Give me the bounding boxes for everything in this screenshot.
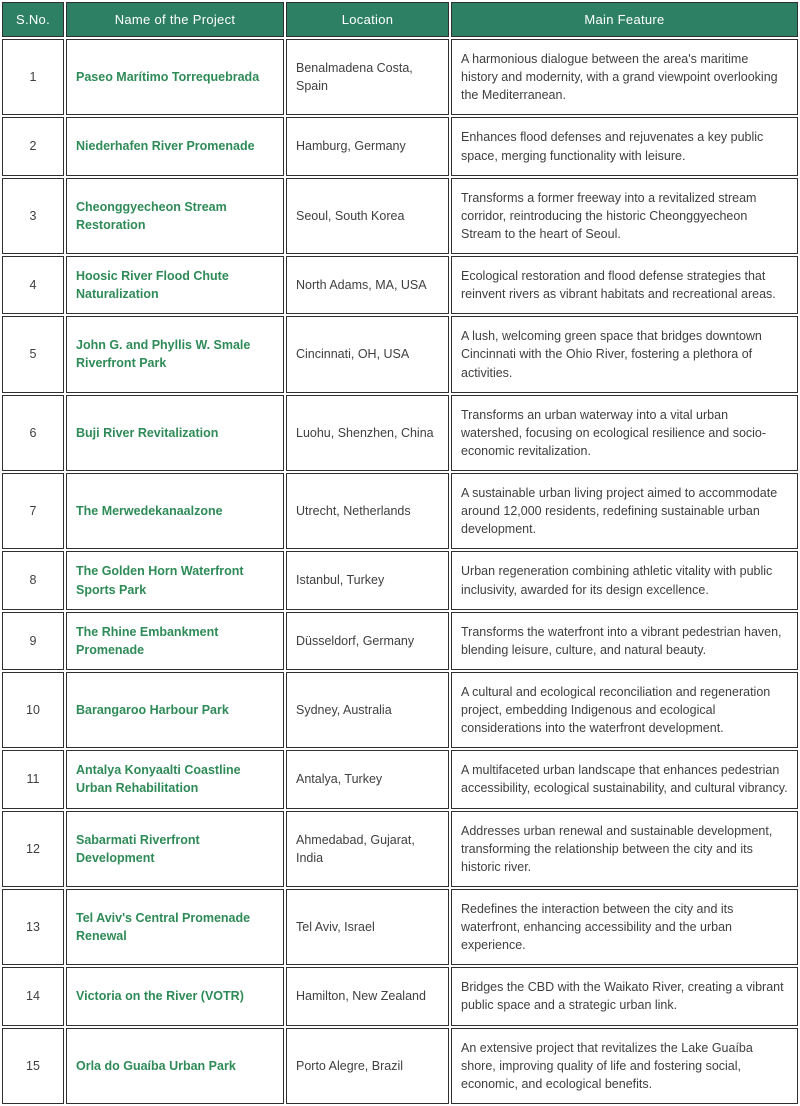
header-main-feature: Main Feature — [451, 2, 798, 37]
project-name-link[interactable]: John G. and Phyllis W. Smale Riverfront Park — [76, 338, 251, 371]
table-row — [2, 750, 798, 808]
main-feature-cell: A sustainable urban living project aimed to accommodate around 12,000 residents, redefining sustainable urban development. — [451, 473, 798, 549]
project-name-link[interactable]: Victoria on the River (VOTR) — [76, 989, 244, 1004]
project-name-cell — [66, 178, 284, 254]
row-number: 3 — [2, 178, 64, 254]
row-number: 5 — [2, 316, 64, 392]
table-row — [2, 811, 798, 887]
main-feature-cell: A harmonious dialogue between the area's maritime history and modernity, with a grand viewpoint overlooking the Mediterranean. — [451, 39, 798, 115]
row-number: 10 — [2, 672, 64, 748]
main-feature-cell: Addresses urban renewal and sustainable development, transforming the relationship between the city and its historic river. — [451, 811, 798, 887]
row-number: 2 — [2, 117, 64, 175]
header-project-name: Name of the Project — [66, 2, 284, 37]
main-feature-cell: A lush, welcoming green space that bridges downtown Cincinnati with the Ohio River, fostering a plethora of activities. — [451, 316, 798, 392]
project-name-cell — [66, 551, 284, 609]
main-feature-cell: A multifaceted urban landscape that enhances pedestrian accessibility, ecological sustainability, and cultural vibrancy. — [451, 750, 798, 808]
row-number: 6 — [2, 395, 64, 471]
header-sno: S.No. — [2, 2, 64, 37]
project-name-link[interactable]: Antalya Konyaalti Coastline Urban Rehabilitation — [76, 763, 241, 796]
row-number: 13 — [2, 889, 64, 965]
project-name-link[interactable]: Cheonggyecheon Stream Restoration — [76, 199, 227, 232]
row-number: 11 — [2, 750, 64, 808]
location-cell: Düsseldorf, Germany — [286, 612, 449, 670]
location-cell: Istanbul, Turkey — [286, 551, 449, 609]
project-name-link[interactable]: Barangaroo Harbour Park — [76, 703, 229, 717]
table-body — [2, 39, 798, 1104]
table-row — [2, 316, 798, 392]
project-name-cell — [66, 750, 284, 808]
main-feature-cell: An extensive project that revitalizes the Lake Guaíba shore, improving quality of life and fostering social, economic, and ecological benefits. — [451, 1028, 798, 1104]
table-row — [2, 551, 798, 609]
location-cell: Hamilton, New Zealand — [286, 967, 449, 1025]
table-row — [2, 39, 798, 115]
main-feature-cell: Enhances flood defenses and rejuvenates a key public space, merging functionality with leisure. — [451, 117, 798, 175]
project-name-cell — [66, 967, 284, 1025]
row-number: 7 — [2, 473, 64, 549]
table-row — [2, 612, 798, 670]
row-number: 9 — [2, 612, 64, 670]
table-row — [2, 967, 798, 1025]
project-name-link[interactable]: The Rhine Embankment Promenade — [76, 624, 219, 657]
main-feature-cell: Urban regeneration combining athletic vitality with public inclusivity, awarded for its design excellence. — [451, 551, 798, 609]
location-cell: Seoul, South Korea — [286, 178, 449, 254]
main-feature-cell: A cultural and ecological reconciliation and regeneration project, embedding Indigenous and ecological considerations into the waterfront development. — [451, 672, 798, 748]
location-cell: Tel Aviv, Israel — [286, 889, 449, 965]
location-cell: Sydney, Australia — [286, 672, 449, 748]
project-name-cell — [66, 1028, 284, 1104]
main-feature-cell: Transforms the waterfront into a vibrant pedestrian haven, blending leisure, culture, and natural beauty. — [451, 612, 798, 670]
project-name-link[interactable]: Tel Aviv's Central Promenade Renewal — [76, 910, 251, 944]
project-name-cell — [66, 612, 284, 670]
project-name-cell — [66, 256, 284, 314]
project-name-cell — [66, 672, 284, 748]
location-cell: Antalya, Turkey — [286, 750, 449, 808]
project-name-link[interactable]: Hoosic River Flood Chute Naturalization — [76, 269, 229, 302]
project-name-cell — [66, 117, 284, 175]
row-number: 8 — [2, 551, 64, 609]
main-feature-cell: Transforms a former freeway into a revitalized stream corridor, reintroducing the historic Cheonggyecheon Stream to the heart of Seoul. — [451, 178, 798, 254]
project-name-link[interactable]: Sabarmati Riverfront Development — [76, 832, 200, 865]
row-number: 15 — [2, 1028, 64, 1104]
row-number: 4 — [2, 256, 64, 314]
project-name-cell — [66, 811, 284, 887]
location-cell: Luohu, Shenzhen, China — [286, 395, 449, 471]
project-name-link[interactable]: Orla do Guaíba Urban Park — [76, 1058, 236, 1073]
project-name-cell — [66, 889, 284, 965]
row-number: 12 — [2, 811, 64, 887]
project-name-link[interactable]: Paseo Marítimo Torrequebrada — [76, 70, 260, 85]
project-name-link[interactable]: The Golden Horn Waterfront Sports Park — [76, 564, 244, 597]
main-feature-cell: Bridges the CBD with the Waikato River, creating a vibrant public space and a strategic urban link. — [451, 967, 798, 1025]
main-feature-cell: Redefines the interaction between the city and its waterfront, enhancing accessibility and the urban experience. — [451, 889, 798, 965]
location-cell: Ahmedabad, Gujarat, India — [286, 811, 449, 887]
location-cell: Cincinnati, OH, USA — [286, 316, 449, 392]
location-cell: North Adams, MA, USA — [286, 256, 449, 314]
location-cell: Hamburg, Germany — [286, 117, 449, 175]
project-name-link[interactable]: The Merwedekanaalzone — [76, 504, 223, 519]
project-name-cell — [66, 395, 284, 471]
project-name-cell — [66, 473, 284, 549]
table-row — [2, 256, 798, 314]
location-cell: Porto Alegre, Brazil — [286, 1028, 449, 1104]
table-header — [2, 2, 798, 37]
table-row — [2, 672, 798, 748]
table-row — [2, 178, 798, 254]
row-number: 1 — [2, 39, 64, 115]
row-number: 14 — [2, 967, 64, 1025]
table-row — [2, 473, 798, 549]
main-feature-cell: Transforms an urban waterway into a vital urban watershed, focusing on ecological resilience and socio-economic revitalization. — [451, 395, 798, 471]
location-cell: Utrecht, Netherlands — [286, 473, 449, 549]
table-row — [2, 395, 798, 471]
main-feature-cell: Ecological restoration and flood defense strategies that reinvent rivers as vibrant habitats and recreational areas. — [451, 256, 798, 314]
table-row — [2, 117, 798, 175]
table-row — [2, 1028, 798, 1104]
table-row — [2, 889, 798, 965]
location-cell: Benalmadena Costa, Spain — [286, 39, 449, 115]
project-name-link[interactable]: Niederhafen River Promenade — [76, 139, 255, 154]
project-name-link[interactable]: Buji River Revitalization — [76, 425, 219, 440]
project-name-cell — [66, 316, 284, 392]
header-location: Location — [286, 2, 449, 37]
project-name-cell — [66, 39, 284, 115]
